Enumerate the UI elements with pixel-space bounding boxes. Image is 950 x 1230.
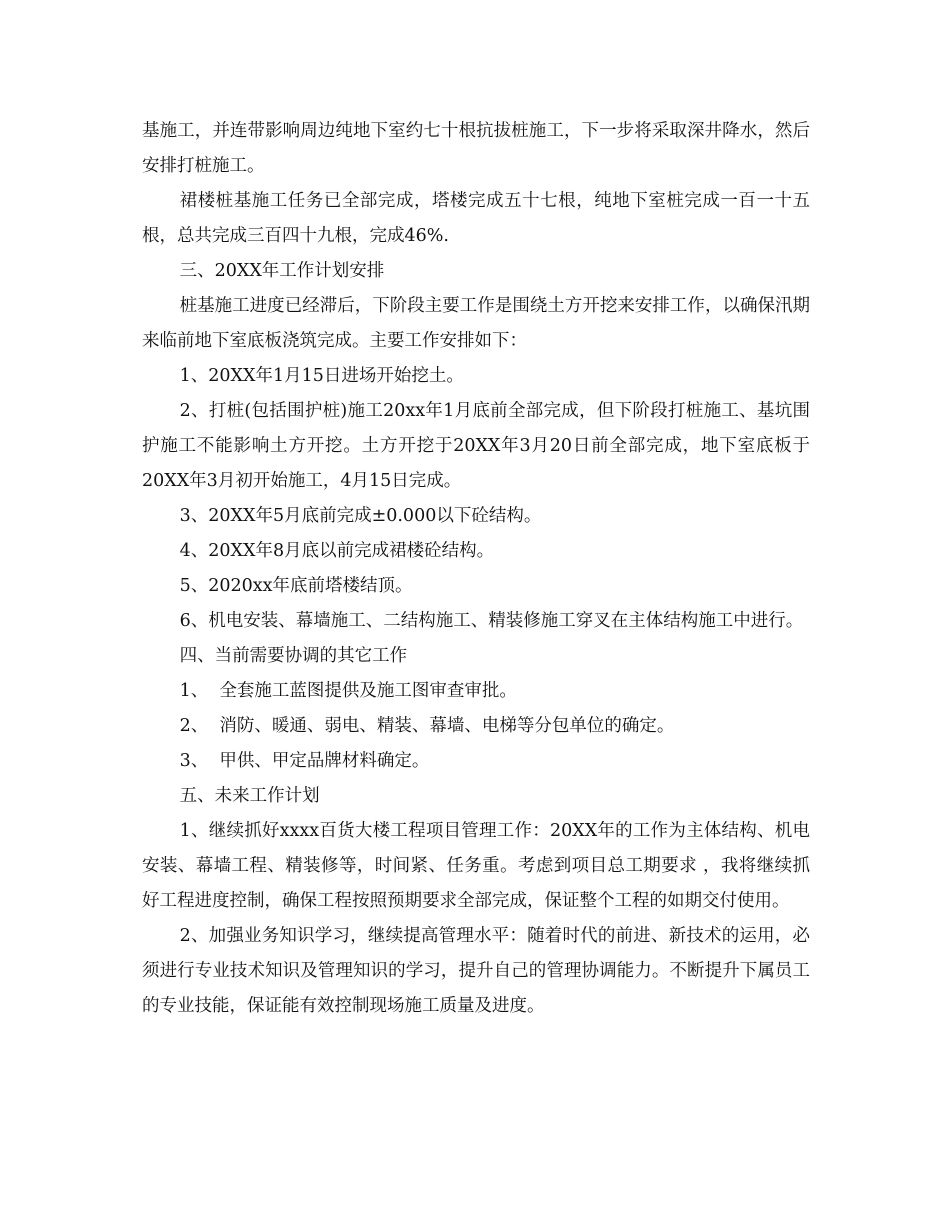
list-item-plan-2: 2、打桩(包括围护桩)施工20xx年1月底前全部完成，但下阶段打桩施工、基坑围护施工不能影响土方开挖。土方开挖于20XX年3月20日前全部完成，地下室底板于20XX年3月初开始施工，4月15日完成。 <box>142 401 810 491</box>
list-item-plan-5: 5、2020xx年底前塔楼结顶。 <box>179 576 413 596</box>
list-item-future-2: 2、加强业务知识学习，继续提高管理水平：随着时代的前进、新技术的运用，必须进行专业技术知识及管理知识的学习，提升自己的管理协调能力。不断提升下属员工的专业技能，保证能有效控制现场施工质量及进度。 <box>142 926 810 1016</box>
list-item-coord-1: 1、 全套施工蓝图提供及施工图审查审批。 <box>179 681 517 701</box>
paragraph-1: 基施工，并连带影响周边纯地下室约七十根抗拔桩施工，下一步将采取深井降水，然后安排打桩施工。 <box>142 121 810 176</box>
list-item-plan-1: 1、20XX年1月15日进场开始挖土。 <box>179 366 464 386</box>
section-heading-3: 三、20XX年工作计划安排 <box>179 261 385 281</box>
list-item-plan-3: 3、20XX年5月底前完成±0.000以下砼结构。 <box>179 506 542 526</box>
paragraph-4: 桩基施工进度已经滞后，下阶段主要工作是围绕土方开挖来安排工作，以确保汛期来临前地下室底板浇筑完成。主要工作安排如下： <box>142 296 810 351</box>
section-heading-5: 五、未来工作计划 <box>179 786 320 806</box>
list-item-coord-3: 3、 甲供、甲定品牌材料确定。 <box>179 751 430 771</box>
section-heading-4: 四、当前需要协调的其它工作 <box>179 646 408 666</box>
list-item-coord-2: 2、 消防、暖通、弱电、精装、幕墙、电梯等分包单位的确定。 <box>179 716 675 736</box>
list-item-plan-6: 6、机电安装、幕墙施工、二结构施工、精装修施工穿叉在主体结构施工中进行。 <box>179 611 804 631</box>
list-item-plan-4: 4、20XX年8月底以前完成裙楼砼结构。 <box>179 541 495 561</box>
paragraph-2: 裙楼桩基施工任务已全部完成，塔楼完成五十七根，纯地下室桩完成一百一十五根，总共完成三百四十九根，完成46%. <box>142 191 810 246</box>
document-page <box>142 114 810 1024</box>
list-item-future-1: 1、继续抓好xxxx百货大楼工程项目管理工作：20XX年的工作为主体结构、机电安装、幕墙工程、精装修等，时间紧、任务重。考虑到项目总工期要求 ，我将继续抓好工程进度控制，确保工程按照预期要求全部完成，保证整个工程的如期交付使用。 <box>142 821 810 911</box>
